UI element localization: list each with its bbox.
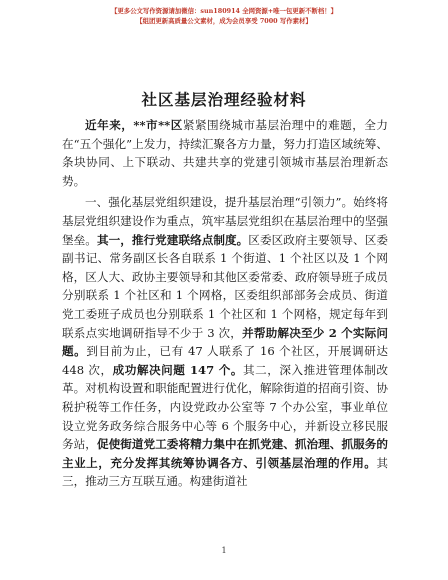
intro-paragraph	[62, 116, 388, 190]
document-title: 社区基层治理经验材料	[141, 91, 307, 109]
promo-banner-line-1: 【更多公文写作资源请加微信：sun180914 全网资源+唯一包更新不断档！】	[110, 7, 338, 15]
section-1-text-4: 对机构设置和职能配置进行优化，解除街道的招商引资、协税护税等工作任务，内设党政办公室等 7 个办公室，事业单位设立党务政务综合服务中心等 6 个服务中心，并新设立移民服务站，	[62, 381, 388, 452]
page-number: 1	[221, 546, 227, 555]
section-1-heading: 一、强化基层党组织建设，提升基层治理“引领力”。	[85, 195, 354, 210]
section-1-point-3: 其三，推动三方互联互通。	[62, 455, 388, 489]
section-1-point-1: 其一，推行党建联络点制度。	[96, 232, 249, 247]
section-1-paragraph	[62, 193, 388, 491]
section-1-text-1: 始终将基层党组织建设作为重点，筑牢基层党组织在基层治理中的坚强堡垒。	[62, 195, 388, 247]
intro-text: 紧紧围绕城市基层治理中的难题，全力在“五个强化”上发力，持续汇聚各方力量，努力打造区域统筹、条块协同、上下联动、共建共享的党建引领城市基层治理新态势。	[62, 118, 388, 188]
section-1-point-2: 其二，深入推进管理体制改革。	[62, 362, 388, 396]
section-1-text-2: 区委区政府主要领导、区委副书记、常务副区长各自联系 1 个街道、1 个社区以及 1 个网格，区人大、政协主要领导和其他区委常委、政府领导班子成员分别联系 1 个社区和 1 个网格，区委组织部部务会成员、街道党工委班子成员也分别联系 1 个社区和 1 个网格，规定每年到联系点实地调研指导不少于 3 次，	[62, 232, 388, 340]
promo-banner-line-2: 【组团更新高质量公文素材，成为会员享受 7000 写作素材】	[136, 17, 312, 25]
section-1-emphasis-1: 并帮助解决至少 2 个实际问题。	[62, 325, 389, 359]
document-body	[62, 116, 388, 491]
section-1-emphasis-2: 成功解决问题 147 个。	[112, 362, 243, 377]
intro-lead: 近年来，**市**区	[85, 118, 183, 132]
section-1-text-5: 构建街道社	[189, 474, 248, 489]
section-1-text-3: 到目前为止，已有 47 人联系了 16 个社区，开展调研达 448 次，	[62, 344, 388, 377]
section-1-emphasis-3: 促使街道党工委将精力集中在抓党建、抓治理、抓服务的主业上，充分发挥其统筹协调各方、引领基层治理的作用。	[62, 437, 388, 470]
promo-banner	[0, 6, 448, 26]
